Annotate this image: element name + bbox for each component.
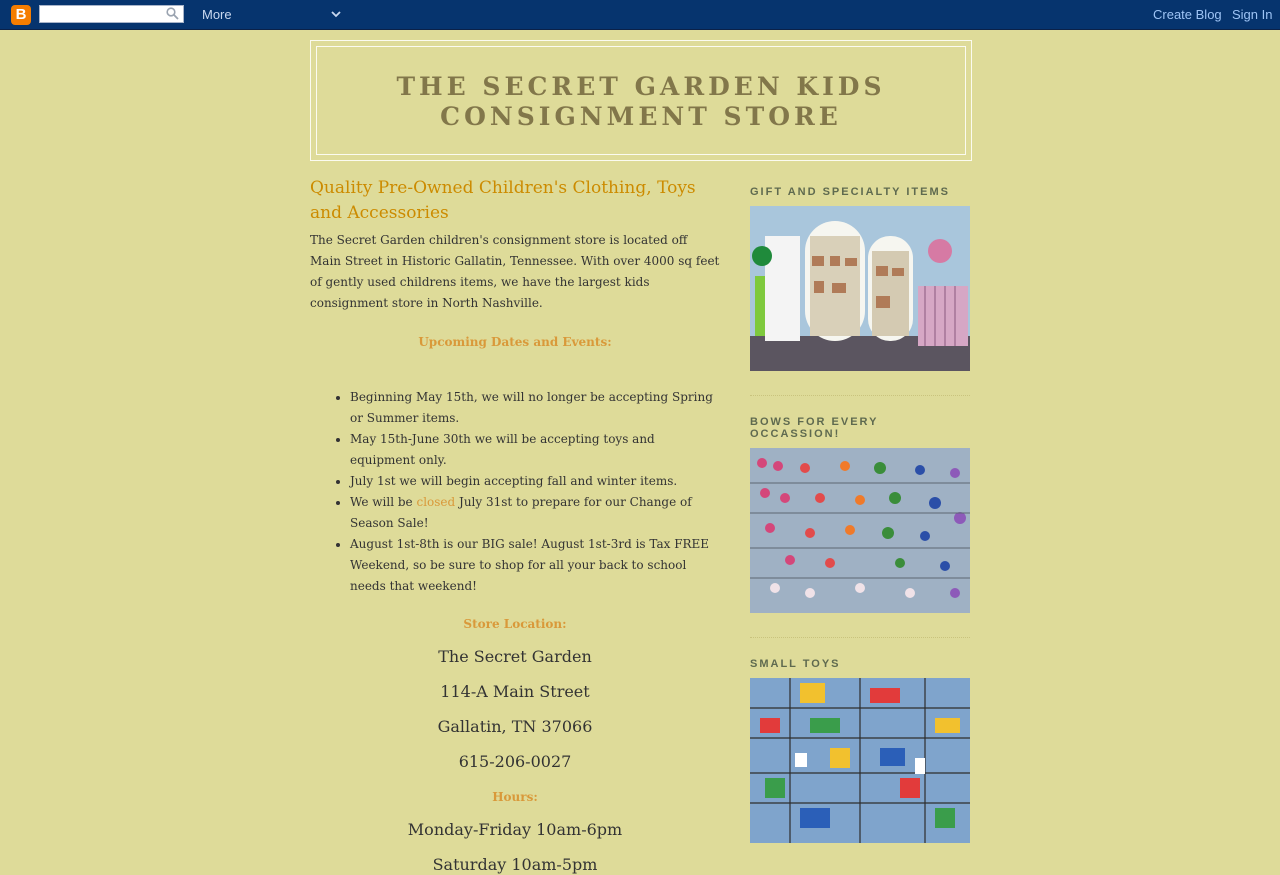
closed-link[interactable]: closed <box>416 495 456 509</box>
small-toys-photo[interactable] <box>750 678 970 843</box>
widget-title-gift: GIFT AND SPECIALTY ITEMS <box>750 186 950 198</box>
list-item: • August 1st-8th is our BIG sale! August 1st-3rd is Tax FREE Weekend, so be sure to shop for all your back to school needs that weekend! <box>350 534 720 597</box>
blog-title[interactable]: THE SECRET GARDEN KIDS CONSIGNMENT STORE <box>396 72 886 131</box>
hours-weekday: Monday-Friday 10am-6pm <box>407 820 623 839</box>
list-item: • July 1st we will begin accepting fall and winter items. <box>350 471 720 492</box>
bows-display-photo[interactable] <box>750 448 970 613</box>
widget-separator <box>750 637 970 638</box>
blog-header-inner <box>316 46 966 155</box>
store-city: Gallatin, TN 37066 <box>437 717 593 736</box>
navbar-search-input[interactable] <box>39 5 184 23</box>
more-menu-label[interactable]: More <box>202 7 232 22</box>
events-list <box>310 387 720 597</box>
gift-shelves-photo[interactable] <box>750 206 970 371</box>
store-name: The Secret Garden <box>438 647 592 666</box>
list-item <box>350 492 720 534</box>
create-blog-link[interactable]: Create Blog <box>1153 7 1222 22</box>
sidebar <box>750 180 970 843</box>
sign-in-link[interactable]: Sign In <box>1232 7 1273 22</box>
events-heading: Upcoming Dates and Events: <box>418 335 612 349</box>
widget-title-small-toys: SMALL TOYS <box>750 658 841 670</box>
blogger-logo-icon[interactable]: B <box>11 5 31 25</box>
hours-saturday: Saturday 10am-5pm <box>432 855 598 874</box>
post-intro: The Secret Garden children's consignment store is located off Main Street in Historic Gallatin, Tennessee. With over 4000 sq feet of gently used childrens items, we have the largest kids consignment store in North Nashville. <box>310 233 720 310</box>
closed-event-before: We will be <box>350 495 417 509</box>
list-item: • Beginning May 15th, we will no longer be accepting Spring or Summer items. <box>350 387 720 429</box>
closed-event-after: July 31st to prepare for our Change of Season Sale! <box>350 495 692 530</box>
list-item: • May 15th-June 30th we will be accepting toys and equipment only. <box>350 429 720 471</box>
search-icon[interactable] <box>166 7 179 20</box>
store-location-heading: Store Location: <box>463 617 567 631</box>
main-content <box>310 176 720 875</box>
store-street: 114-A Main Street <box>440 682 590 701</box>
post-title: Quality Pre-Owned Children's Clothing, Toys and Accessories <box>310 178 696 223</box>
widget-title-bows: BOWS FOR EVERY OCCASSION! <box>750 416 879 440</box>
blog-header <box>310 40 972 161</box>
widget-separator <box>750 395 970 396</box>
chevron-down-icon[interactable] <box>330 8 342 20</box>
hours-heading: Hours: <box>492 790 538 804</box>
blogger-navbar <box>0 0 1280 30</box>
store-phone: 615-206-0027 <box>458 752 572 771</box>
post-body <box>310 230 720 875</box>
